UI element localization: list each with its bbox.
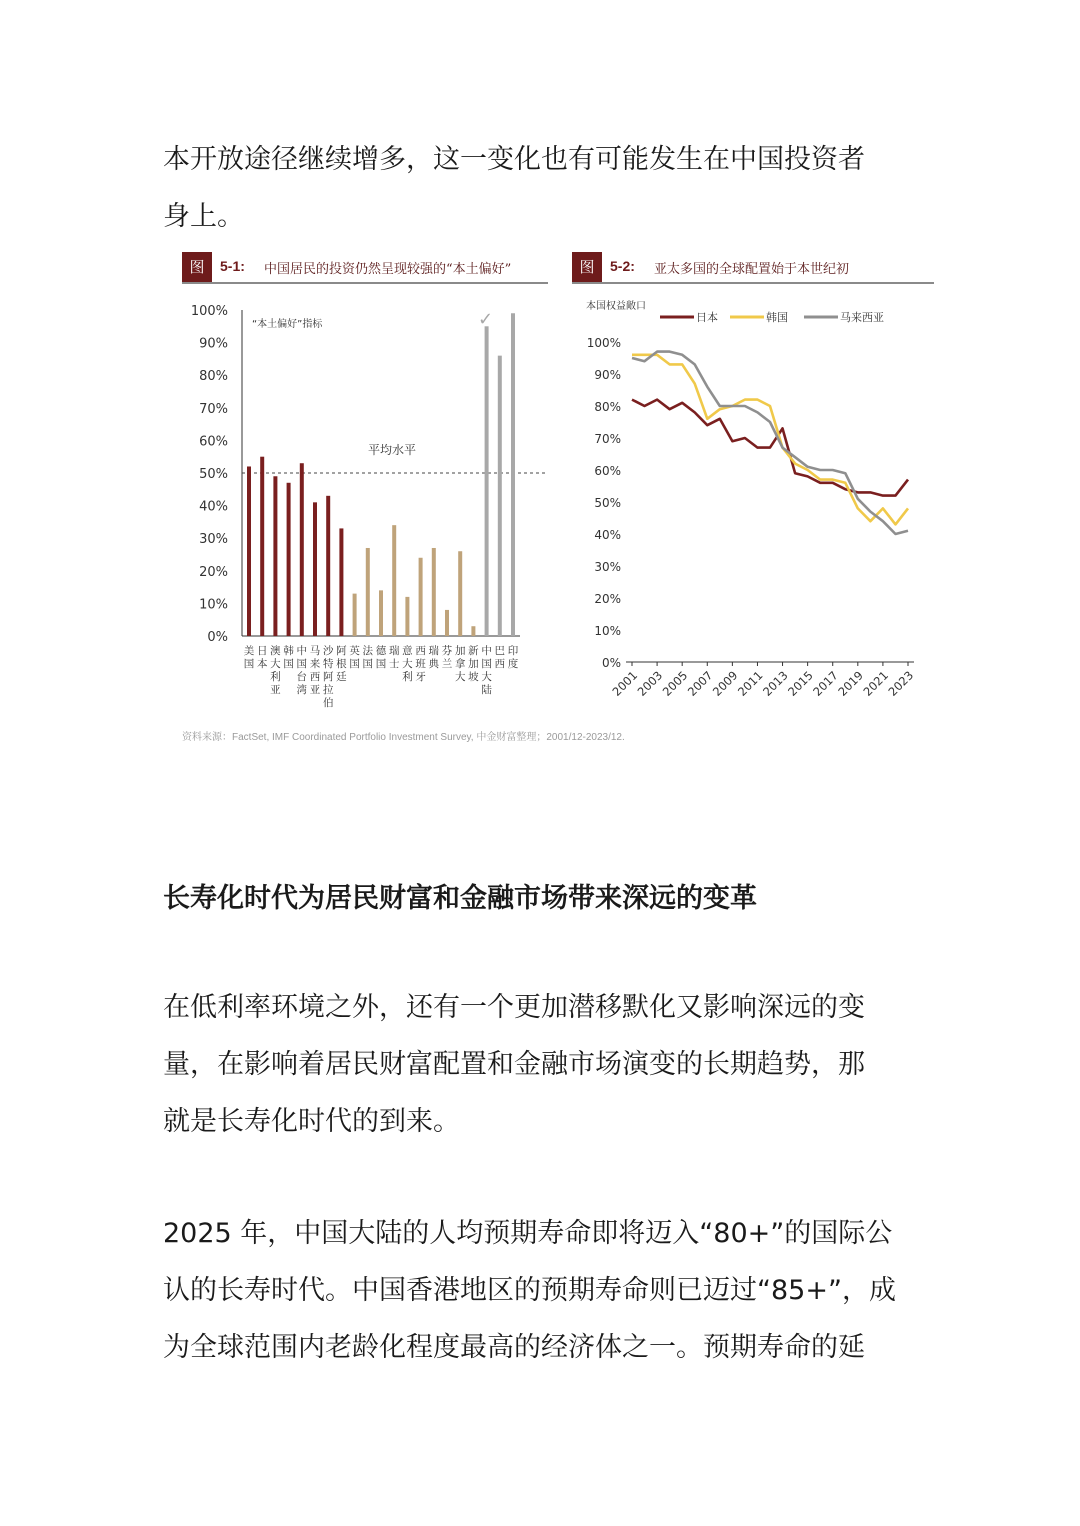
bar-ytick-label: 10%	[199, 597, 228, 613]
check-mark-icon: ✓	[478, 309, 494, 330]
bar-ytick-label: 70%	[199, 401, 228, 417]
bar	[260, 457, 264, 636]
bar-category-label: 拉	[322, 684, 334, 696]
line-xtick-label: 2021	[860, 668, 892, 699]
line-series-1	[632, 355, 908, 525]
bar	[419, 558, 423, 636]
paragraph1-line3: 就是长寿化时代的到来。	[163, 1106, 460, 1137]
legend-label: 日本	[696, 311, 718, 324]
bar-ytick-label: 50%	[199, 467, 228, 482]
line-xtick-label: 2017	[810, 668, 841, 699]
line-ytick-label: 60%	[594, 464, 621, 478]
bar-category-label: 陆	[481, 684, 492, 696]
bar-category-label: 特	[322, 658, 334, 670]
bar-category-label: 坡	[468, 671, 479, 683]
bar	[366, 548, 370, 636]
bar	[287, 483, 291, 636]
bar-category-label: 国	[349, 658, 360, 670]
bar	[485, 326, 489, 636]
bar	[498, 356, 502, 636]
paragraph1-line1: 在低利率环境之外，还有一个更加潜移默化又影响深远的变	[163, 992, 865, 1023]
bar-category-label: 亚	[309, 684, 321, 696]
bar-category-label: 湾	[296, 684, 308, 696]
figure2-tag: 图	[572, 252, 602, 282]
figure1-tag: 图	[182, 252, 212, 282]
bar-category-label: 沙	[322, 645, 334, 657]
bar-category-label: 韩	[283, 645, 294, 657]
line-ylabel: 本国权益敞口	[586, 301, 646, 312]
intro-paragraph-line1: 本开放途径继续增多，这一变化也有可能发生在中国投资者	[163, 144, 865, 175]
bar-category-label: 加	[454, 645, 466, 657]
bar-category-label: 士	[388, 658, 400, 670]
line-xtick-label: 2015	[785, 668, 816, 699]
bar-category-label: 国	[375, 658, 387, 670]
figure2-title: 亚太多国的全球配置始于本世纪初	[654, 262, 850, 277]
figure2-number: 5-2:	[610, 258, 635, 274]
bar-category-label: 根	[336, 658, 347, 670]
bar	[445, 610, 449, 636]
bar-ytick-label: 30%	[199, 532, 228, 548]
bar-category-label: 廷	[336, 671, 347, 683]
line-ytick-label: 0%	[601, 656, 621, 670]
bar	[247, 466, 251, 636]
line-ytick-label: 40%	[594, 528, 621, 542]
line-xtick-label: 2019	[835, 668, 866, 699]
bar-category-label: 国	[481, 658, 492, 670]
legend-label: 韩国	[766, 311, 788, 324]
figure1-title: 中国居民的投资仍然呈现较强的“本土偏好”	[264, 262, 512, 277]
bar-category-label: 伯	[322, 697, 334, 709]
bar-category-label: 亚	[270, 684, 281, 696]
line-ytick-label: 30%	[594, 560, 621, 574]
bar-category-label: 马	[309, 645, 321, 657]
bar-category-label: 国	[296, 658, 308, 670]
line-xtick-label: 2001	[609, 668, 641, 699]
bar-category-label: 印	[507, 645, 519, 657]
intro-paragraph-line2: 身上。	[163, 201, 244, 232]
average-level-label: 平均水平	[368, 443, 417, 457]
bar-category-label: 班	[415, 658, 426, 670]
bar-category-label: 意	[402, 645, 413, 657]
paragraph2-line2: 认的长寿时代。中国香港地区的预期寿命则已迈过“85+”，成	[163, 1275, 896, 1306]
line-ytick-label: 100%	[586, 336, 621, 350]
line-ytick-label: 90%	[594, 368, 621, 382]
bar-category-label: 兰	[441, 658, 453, 670]
bar-category-label: 国	[362, 658, 374, 670]
bar-category-label: 大	[402, 658, 413, 670]
bar	[273, 476, 277, 636]
bar-category-label: 美	[243, 645, 255, 657]
bar	[300, 463, 304, 636]
bar-ytick-label: 0%	[207, 630, 228, 645]
bar-category-label: 瑞	[428, 645, 440, 657]
bar-category-label: 拿	[454, 658, 466, 670]
bar-category-label: 国	[283, 658, 294, 670]
bar-category-label: 英	[349, 645, 360, 657]
bar	[379, 590, 383, 636]
paragraph2-line3: 为全球范围内老龄化程度最高的经济体之一。预期寿命的延	[163, 1332, 865, 1363]
paragraph2-line1: 2025 年，中国大陆的人均预期寿命即将迈入“80+”的国际公	[163, 1218, 893, 1249]
bar-category-label: 台	[296, 671, 308, 683]
bar-category-label: 大	[454, 671, 466, 683]
bar-ytick-label: 60%	[199, 434, 228, 450]
bar	[392, 525, 396, 636]
bar-category-label: 西	[494, 658, 506, 670]
bar-category-label: 阿	[336, 645, 347, 657]
paragraph1-line2: 量，在影响着居民财富配置和金融市场演变的长期趋势，那	[163, 1049, 865, 1080]
bar-ytick-label: 90%	[199, 336, 228, 352]
bar-category-label: 大	[481, 671, 492, 683]
legend-label: 马来西亚	[840, 311, 884, 324]
bar-annotation: “本土偏好”指标	[252, 319, 323, 330]
bar-category-label: 法	[362, 645, 374, 657]
bar-category-label: 新	[468, 645, 479, 657]
line-series-0	[632, 400, 908, 496]
bar-category-label: 加	[468, 658, 479, 670]
figure1-header	[182, 252, 548, 284]
bar-category-label: 阿	[322, 671, 334, 683]
bar-category-label: 巴	[494, 645, 506, 657]
bar-category-label: 大	[270, 658, 281, 670]
line-ytick-label: 50%	[594, 496, 621, 510]
bar	[471, 626, 475, 636]
bar-category-label: 本	[256, 658, 268, 670]
bar	[339, 528, 343, 636]
bar-category-label: 来	[309, 658, 321, 670]
line-series-2	[632, 352, 908, 534]
bar-category-label: 国	[243, 658, 255, 670]
bar-ytick-label: 100%	[190, 304, 228, 319]
bar-ytick-label: 20%	[199, 564, 228, 580]
bar	[326, 496, 330, 636]
line-xtick-label: 2023	[885, 668, 917, 699]
bar	[458, 551, 462, 636]
line-ytick-label: 20%	[594, 592, 621, 606]
bar-category-label: 德	[375, 645, 387, 657]
line-xtick-label: 2005	[659, 668, 691, 699]
bar-category-label: 瑞	[388, 645, 400, 657]
bar-category-label: 利	[270, 671, 281, 683]
bar-category-label: 西	[415, 645, 426, 657]
line-ytick-label: 10%	[594, 624, 621, 638]
bar-category-label: 度	[507, 658, 519, 670]
bar	[432, 548, 436, 636]
figure2-header	[572, 252, 934, 284]
bar	[511, 313, 515, 636]
line-ytick-label: 70%	[594, 432, 621, 446]
bar	[313, 502, 317, 636]
bar-category-label: 芬	[441, 645, 453, 657]
bar-category-label: 中	[296, 645, 308, 657]
bar-ytick-label: 40%	[199, 499, 228, 515]
bar	[405, 597, 409, 636]
section-heading: 长寿化时代为居民财富和金融市场带来深远的变革	[163, 883, 757, 914]
bar-category-label: 牙	[415, 671, 426, 683]
bar-category-label: 利	[402, 671, 413, 683]
bar-category-label: 日	[256, 645, 268, 657]
line-xtick-label: 2003	[634, 668, 666, 699]
bar-category-label: 澳	[270, 645, 281, 657]
line-xtick-label: 2013	[760, 668, 791, 699]
line-ytick-label: 80%	[594, 400, 621, 414]
figure1-number: 5-1:	[220, 258, 245, 274]
bar-category-label: 中	[481, 645, 492, 657]
line-chart	[568, 296, 938, 716]
bar-chart	[180, 296, 550, 716]
line-xtick-label: 2007	[684, 668, 716, 699]
line-xtick-label: 2009	[709, 668, 741, 699]
line-xtick-label: 2011	[734, 668, 766, 699]
bar	[353, 594, 357, 636]
bar-category-label: 西	[309, 671, 321, 683]
bar-category-label: 典	[428, 658, 440, 670]
bar-ytick-label: 80%	[199, 369, 228, 385]
source-note: 资料来源：FactSet, IMF Coordinated Portfolio Investment Survey, 中金财富整理；2001/12-2023/12.	[182, 732, 625, 743]
